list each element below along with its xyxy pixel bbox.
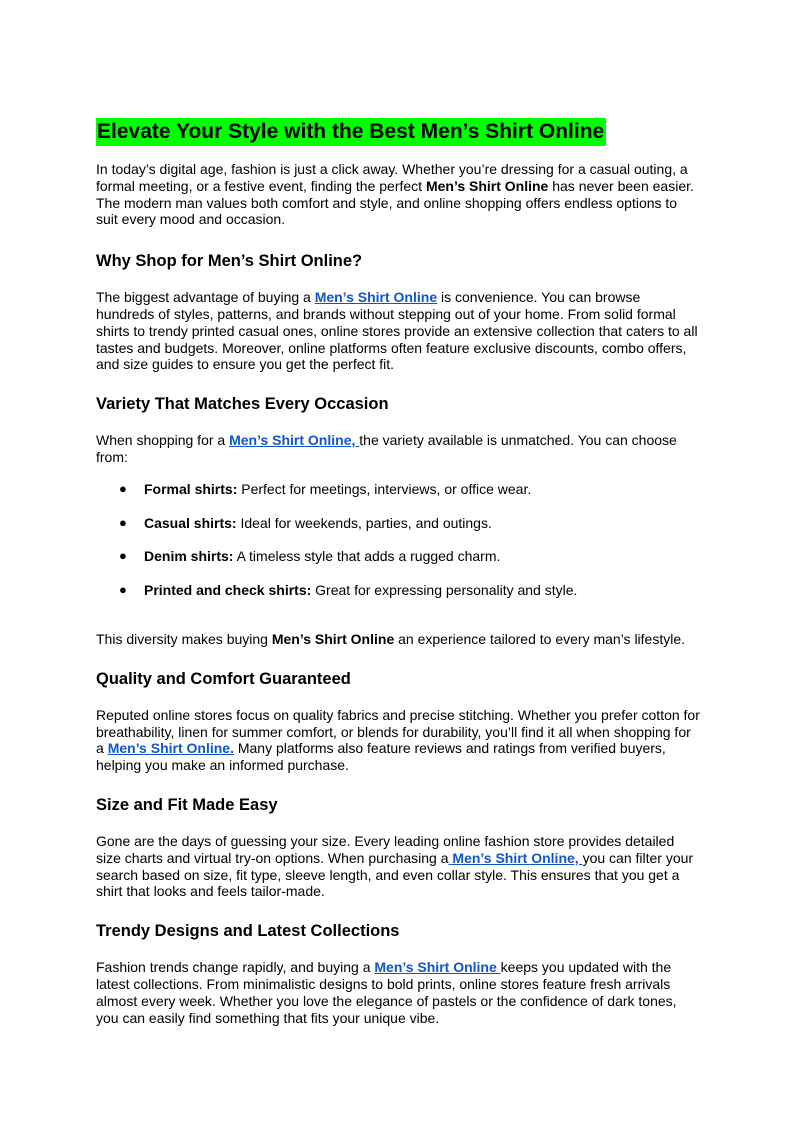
trendy-paragraph: Fashion trends change rapidly, and buying a Men’s Shirt Online keeps you updated with the latest collections. From minimalistic designs to bold prints, online stores feature fresh arrivals almost every week. Whether you love the elegance of pastels or the confidence of dark tones, you can easily find something that fits your unique vibe. — [96, 959, 677, 1026]
document-page — [96, 118, 700, 1026]
page-title: Elevate Your Style with the Best Men’s Shirt Online — [96, 118, 606, 146]
variety-paragraph: When shopping for a Men’s Shirt Online, the variety available is unmatched. You can choose from: — [96, 432, 677, 465]
section-heading-trendy: Trendy Designs and Latest Collections — [96, 922, 400, 941]
bullet-icon: ● — [119, 514, 127, 530]
bullet-icon: ● — [119, 582, 127, 598]
section-heading-size-fit: Size and Fit Made Easy — [96, 795, 278, 814]
list-item: ● Casual shirts: Ideal for weekends, parties, and outings. — [119, 514, 492, 531]
list-item: ● Formal shirts: Perfect for meetings, interviews, or office wear. — [119, 480, 532, 497]
mens-shirt-link[interactable]: Men’s Shirt Online — [314, 289, 438, 306]
intro-paragraph: In today’s digital age, fashion is just a click away. Whether you’re dressing for a casual outing, a formal meeting, or a festive event, finding the perfect Men’s Shirt Online has never been easier. The modern man values both comfort and style, and online shopping offers endless options to suit every mood and occasion. — [96, 161, 694, 228]
section-heading-quality: Quality and Comfort Guaranteed — [96, 669, 351, 688]
why-shop-paragraph: The biggest advantage of buying a Men’s Shirt Online is convenience. You can browse hundreds of styles, patterns, and brands without stepping out of your home. From solid formal shirts to trendy printed casual ones, online stores provide an extensive collection that caters to all tastes and budgets. Moreover, online platforms often feature exclusive discounts, combo offers, and size guides to ensure you get the perfect fit. — [96, 289, 698, 373]
size-fit-paragraph: Gone are the days of guessing your size. Every leading online fashion store provides detailed size charts and virtual try-on options. When purchasing a Men’s Shirt Online, you can filter your search based on size, fit type, sleeve length, and even collar style. This ensures that you get a shirt that looks and feels tailor-made. — [96, 832, 694, 900]
list-item: ● Printed and check shirts: Great for expressing personality and style. — [119, 582, 578, 599]
bold-keyword: Men’s Shirt Online — [425, 177, 549, 194]
mens-shirt-link[interactable]: Men’s Shirt Online. — [107, 740, 234, 757]
bullet-icon: ● — [119, 480, 127, 496]
section-heading-variety: Variety That Matches Every Occasion — [96, 395, 389, 414]
diversity-paragraph: This diversity makes buying Men’s Shirt Online an experience tailored to every man’s lifestyle. — [96, 630, 686, 647]
mens-shirt-link[interactable]: Men’s Shirt Online — [374, 959, 501, 976]
shirt-types-list — [96, 481, 700, 599]
mens-shirt-link[interactable]: Men’s Shirt Online, — [229, 432, 360, 449]
section-heading-why-shop: Why Shop for Men’s Shirt Online? — [96, 252, 363, 271]
bullet-icon: ● — [119, 548, 127, 564]
bold-keyword: Men’s Shirt Online — [271, 630, 395, 647]
list-item: ● Denim shirts: A timeless style that adds a rugged charm. — [119, 548, 501, 565]
quality-paragraph: Reputed online stores focus on quality fabrics and precise stitching. Whether you prefer cotton for breathability, linen for summer comfort, or blends for durability, you’ll find it all when shopping for a Men’s Shirt Online. Many platforms also feature reviews and ratings from verified buyers, helping you make an informed purchase. — [96, 706, 700, 774]
mens-shirt-link[interactable]: Men’s Shirt Online, — [448, 849, 583, 866]
